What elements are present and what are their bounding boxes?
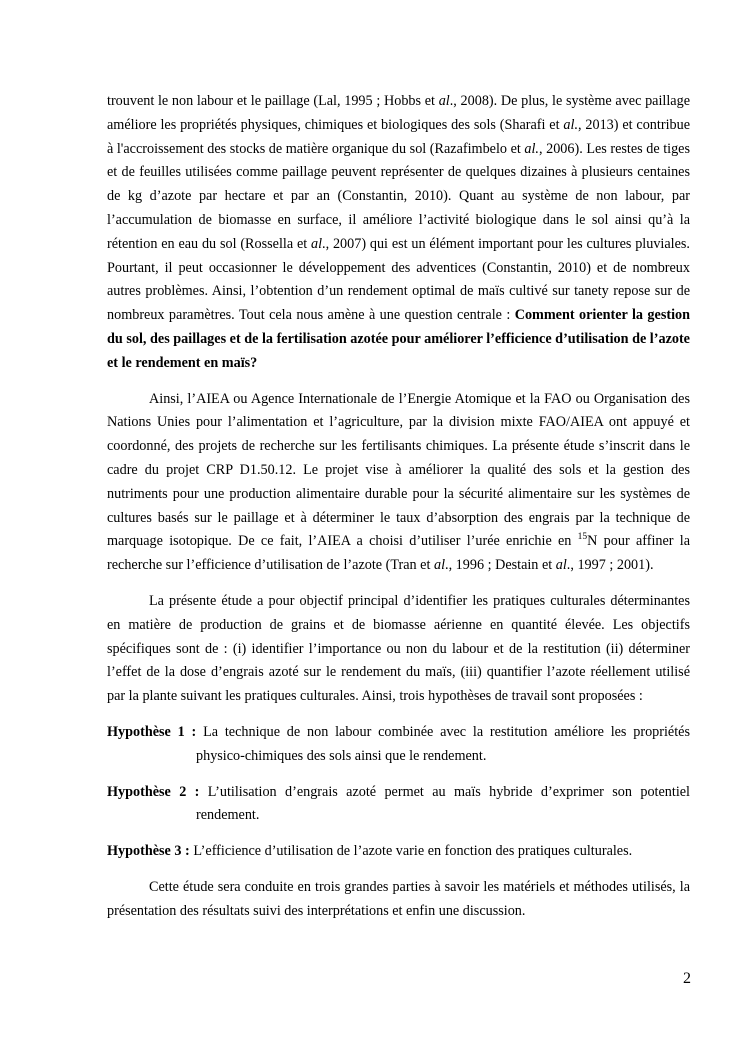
hypothesis-2: Hypothèse 2 : L’utilisation d’engrais azoté permet au maïs hybride d’exprimer son potentiel rendement.: [107, 783, 691, 824]
hypothesis-1: Hypothèse 1 : La technique de non labour combinée avec la restitution améliore les propriétés physico-chimiques des sols ainsi que le rendement.: [107, 723, 690, 764]
paragraph-2: Ainsi, l’AIEA ou Agence Internationale de l’Energie Atomique et la FAO ou Organisation des Nations Unies pour l’alimentation et l’agriculture, par la division mixte FAO/AIEA ont appuyé et coordonné, des projets de recherche sur les fertilisants chimiques. La présente étude s’inscrit dans le cadre du projet CRP D1.50.12. Le projet vise à améliorer la qualité des sols et la gestion des nutriments pour une production alimentaire durable pour la sécurité alimentaire sur les systèmes de cultures basés sur le paillage et à déterminer le taux d’absorption des engrais par la technique de marquage isotopique. De ce fait, l’AIEA a choisi d’utiliser l’urée enrichie en $^{15}$N pour affiner la recherche sur l’efficience d’utilisation de l’azote (Tran et al., 1996 ; Destain et al., 1997 ; 2001).: [107, 390, 690, 574]
page-number: 2: [683, 970, 691, 987]
central-question: Comment orienter la gestion du sol, des paillages et de la fertilisation azotée pour améliorer l’efficience d’utilisation de l’azote et le rendement en maïs?: [107, 307, 690, 371]
paragraph-3: La présente étude a pour objectif principal d’identifier les pratiques culturales déterminantes en matière de production de grains et de biomasse aérienne en quantité élevée. Les objectifs spécifiques sont de : (i) identifier l’importance ou non du labour et de la restitution (ii) déterminer l’effet de la dose d’engrais azoté sur le rendement du maïs, (iii) quantifier l’azote réellement utilisé par la plante suivant les pratiques culturales. Ainsi, trois hypothèses de travail sont proposées :: [107, 592, 690, 705]
body-text: [107, 90, 690, 924]
paragraph-1: trouvent le non labour et le paillage (Lal, 1995 ; Hobbs et al., 2008). De plus, le système avec paillage améliore les propriétés physiques, chimiques et biologiques des sols (Sharafi et al., 2013) et contribue à l'accroissement des stocks de matière organique du sol (Razafimbelo et al., 2006). Les restes de tiges et de feuilles utilisées comme paillage peuvent représenter de quelques dizaines à plusieurs centaines de kg d’azote par hectare et par an (Constantin, 2010). Quant au système de non labour, par l’accumulation de biomasse en surface, il améliore l’activité biologique dans le sol ainsi qu’à la rétention en eau du sol (Rossella et al., 2007) qui est un élément important pour les cultures pluviales. Pourtant, il peut occasionner le développement des adventices (Constantin, 2010) et de nombreux autres problèmes. Ainsi, l’obtention d’un rendement optimal de maïs cultivé sur tanety repose sur de nombreux paramètres. Tout cela nous amène à une question centrale : Comment orienter la gestion du sol, des paillages et de la fertilisation azotée pour améliorer l’efficience d’utilisation de l’azote et le rendement en maïs?: [107, 93, 690, 371]
paragraph-4: Cette étude sera conduite en trois grandes parties à savoir les matériels et méthodes utilisés, la présentation des résultats suivi des interprétations et enfin une discussion.: [107, 878, 690, 919]
hypothesis-3: Hypothèse 3 : L’efficience d’utilisation de l’azote varie en fonction des pratiques culturales.: [107, 843, 633, 860]
